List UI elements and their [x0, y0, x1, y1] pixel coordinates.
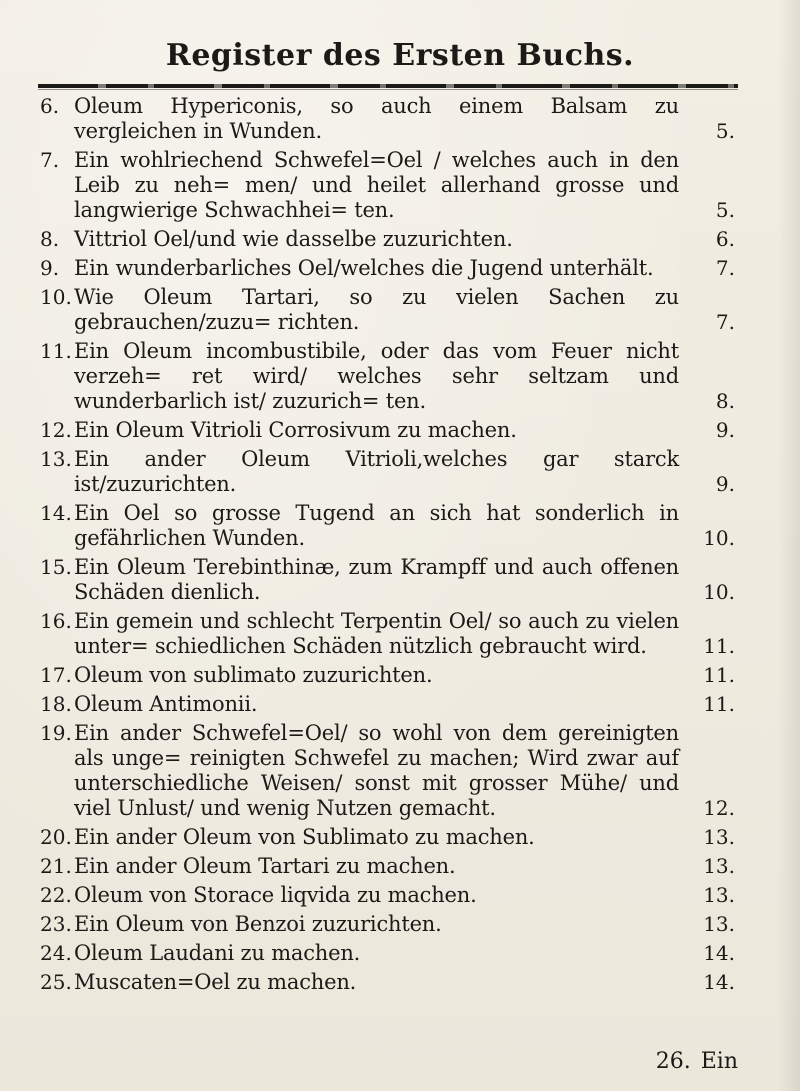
entry-page-number: 10.	[703, 526, 735, 550]
entry-text: Oleum Hypericonis, so auch einem Balsam zu vergleichen in Wunden.	[74, 94, 679, 143]
entry-text: Muscaten=Oel zu machen.	[74, 970, 357, 994]
entry-page-number: 11.	[703, 692, 735, 716]
entry-page-number: 8.	[715, 389, 735, 413]
entry-number: 24.	[40, 941, 72, 965]
entry-page-number: 5.	[715, 198, 735, 222]
page-title: Register des Ersten Buchs.	[165, 38, 635, 73]
entry-number: 25.	[40, 970, 72, 994]
entry-number: 9.	[40, 256, 60, 280]
entry-number: 12.	[40, 418, 72, 442]
entry-text: Ein Oleum Vitrioli Corrosivum zu machen.	[74, 418, 517, 442]
catchword-number: 26.	[655, 1049, 691, 1074]
entry-page-number: 6.	[715, 227, 735, 251]
entry-text: Ein Oleum von Benzoi zuzurichten.	[74, 912, 442, 936]
register-entry	[40, 418, 735, 443]
entry-page-number: 11.	[703, 634, 735, 658]
register-entry	[40, 501, 735, 551]
entry-number: 18.	[40, 692, 72, 716]
entry-text: Oleum Antimonii.	[74, 692, 258, 716]
register-entry	[40, 912, 735, 937]
entry-text: Ein ander Oleum Vitrioli,welches gar starck ist/zuzurichten.	[74, 447, 679, 496]
entry-number: 7.	[40, 148, 60, 172]
entry-number: 15.	[40, 555, 72, 579]
register-entries	[40, 94, 735, 999]
entry-text: Ein ander Oleum von Sublimato zu machen.	[74, 825, 535, 849]
entry-page-number: 11.	[703, 663, 735, 687]
register-entry	[40, 883, 735, 908]
entry-page-number: 10.	[703, 580, 735, 604]
register-entry	[40, 94, 735, 144]
header-rule-thin	[38, 89, 738, 90]
entry-text: Ein Oleum Terebinthinæ, zum Krampff und auch offenen Schäden dienlich.	[74, 555, 679, 604]
register-entry	[40, 970, 735, 995]
entry-number: 22.	[40, 883, 72, 907]
entry-page-number: 14.	[703, 941, 735, 965]
entry-page-number: 5.	[715, 119, 735, 143]
entry-page-number: 13.	[703, 825, 735, 849]
entry-text: Ein Oleum incombustibile, oder das vom Feuer nicht verzeh= ret wird/ welches sehr seltzam und wunderbarlich ist/ zuzurich= ten.	[74, 339, 679, 413]
entry-number: 8.	[40, 227, 60, 251]
entry-text: Ein ander Oleum Tartari zu machen.	[74, 854, 456, 878]
entry-page-number: 7.	[715, 256, 735, 280]
register-entry	[40, 854, 735, 879]
register-entry	[40, 148, 735, 223]
register-entry	[40, 447, 735, 497]
entry-number: 14.	[40, 501, 72, 525]
entry-page-number: 12.	[703, 796, 735, 820]
register-entry	[40, 609, 735, 659]
entry-number: 10.	[40, 285, 72, 309]
entry-text: Oleum von Storace liqvida zu machen.	[74, 883, 477, 907]
entry-number: 16.	[40, 609, 72, 633]
entry-text: Ein wohlriechend Schwefel=Oel / welches auch in den Leib zu neh= men/ und heilet allerhand grosse und langwierige Schwachhei= ten.	[74, 148, 679, 222]
register-entry	[40, 692, 735, 717]
register-entry	[40, 941, 735, 966]
entry-number: 17.	[40, 663, 72, 687]
entry-page-number: 9.	[715, 418, 735, 442]
entry-text: Oleum Laudani zu machen.	[74, 941, 361, 965]
entry-page-number: 14.	[703, 970, 735, 994]
entry-number: 11.	[40, 339, 72, 363]
entry-number: 13.	[40, 447, 72, 471]
register-entry	[40, 721, 735, 821]
entry-page-number: 13.	[703, 912, 735, 936]
entry-page-number: 13.	[703, 883, 735, 907]
entry-number: 19.	[40, 721, 72, 745]
catchword	[646, 1049, 738, 1074]
entry-number: 21.	[40, 854, 72, 878]
entry-number: 6.	[40, 94, 60, 118]
entry-text: Vittriol Oel/und wie dasselbe zuzurichten.	[74, 227, 513, 251]
register-entry	[40, 285, 735, 335]
register-entry	[40, 256, 735, 281]
entry-text: Ein Oel so grosse Tugend an sich hat sonderlich in gefährlichen Wunden.	[74, 501, 679, 550]
entry-text: Ein ander Schwefel=Oel/ so wohl von dem gereinigten als unge= reinigten Schwefel zu machen; Wird zwar auf unterschiedliche Weisen/ sonst mit grosser Mühe/ und viel Unlust/ und wenig Nutzen gemacht.	[74, 721, 679, 820]
register-entry	[40, 555, 735, 605]
entry-page-number: 7.	[715, 310, 735, 334]
register-entry	[40, 227, 735, 252]
register-entry	[40, 663, 735, 688]
register-entry	[40, 825, 735, 850]
page-edge-shadow	[778, 0, 800, 1091]
header-rule	[38, 84, 738, 88]
entry-number: 23.	[40, 912, 72, 936]
entry-number: 20.	[40, 825, 72, 849]
entry-text: Ein gemein und schlecht Terpentin Oel/ so auch zu vielen unter= schiedlichen Schäden nützlich gebraucht wird.	[74, 609, 679, 658]
entry-text: Oleum von sublimato zuzurichten.	[74, 663, 433, 687]
catchword-word: Ein	[700, 1049, 738, 1074]
entry-page-number: 9.	[715, 472, 735, 496]
entry-page-number: 13.	[703, 854, 735, 878]
entry-text: Wie Oleum Tartari, so zu vielen Sachen zu gebrauchen/zuzu= richten.	[74, 285, 679, 334]
entry-text: Ein wunderbarliches Oel/welches die Jugend unterhält.	[74, 256, 654, 280]
register-entry	[40, 339, 735, 414]
